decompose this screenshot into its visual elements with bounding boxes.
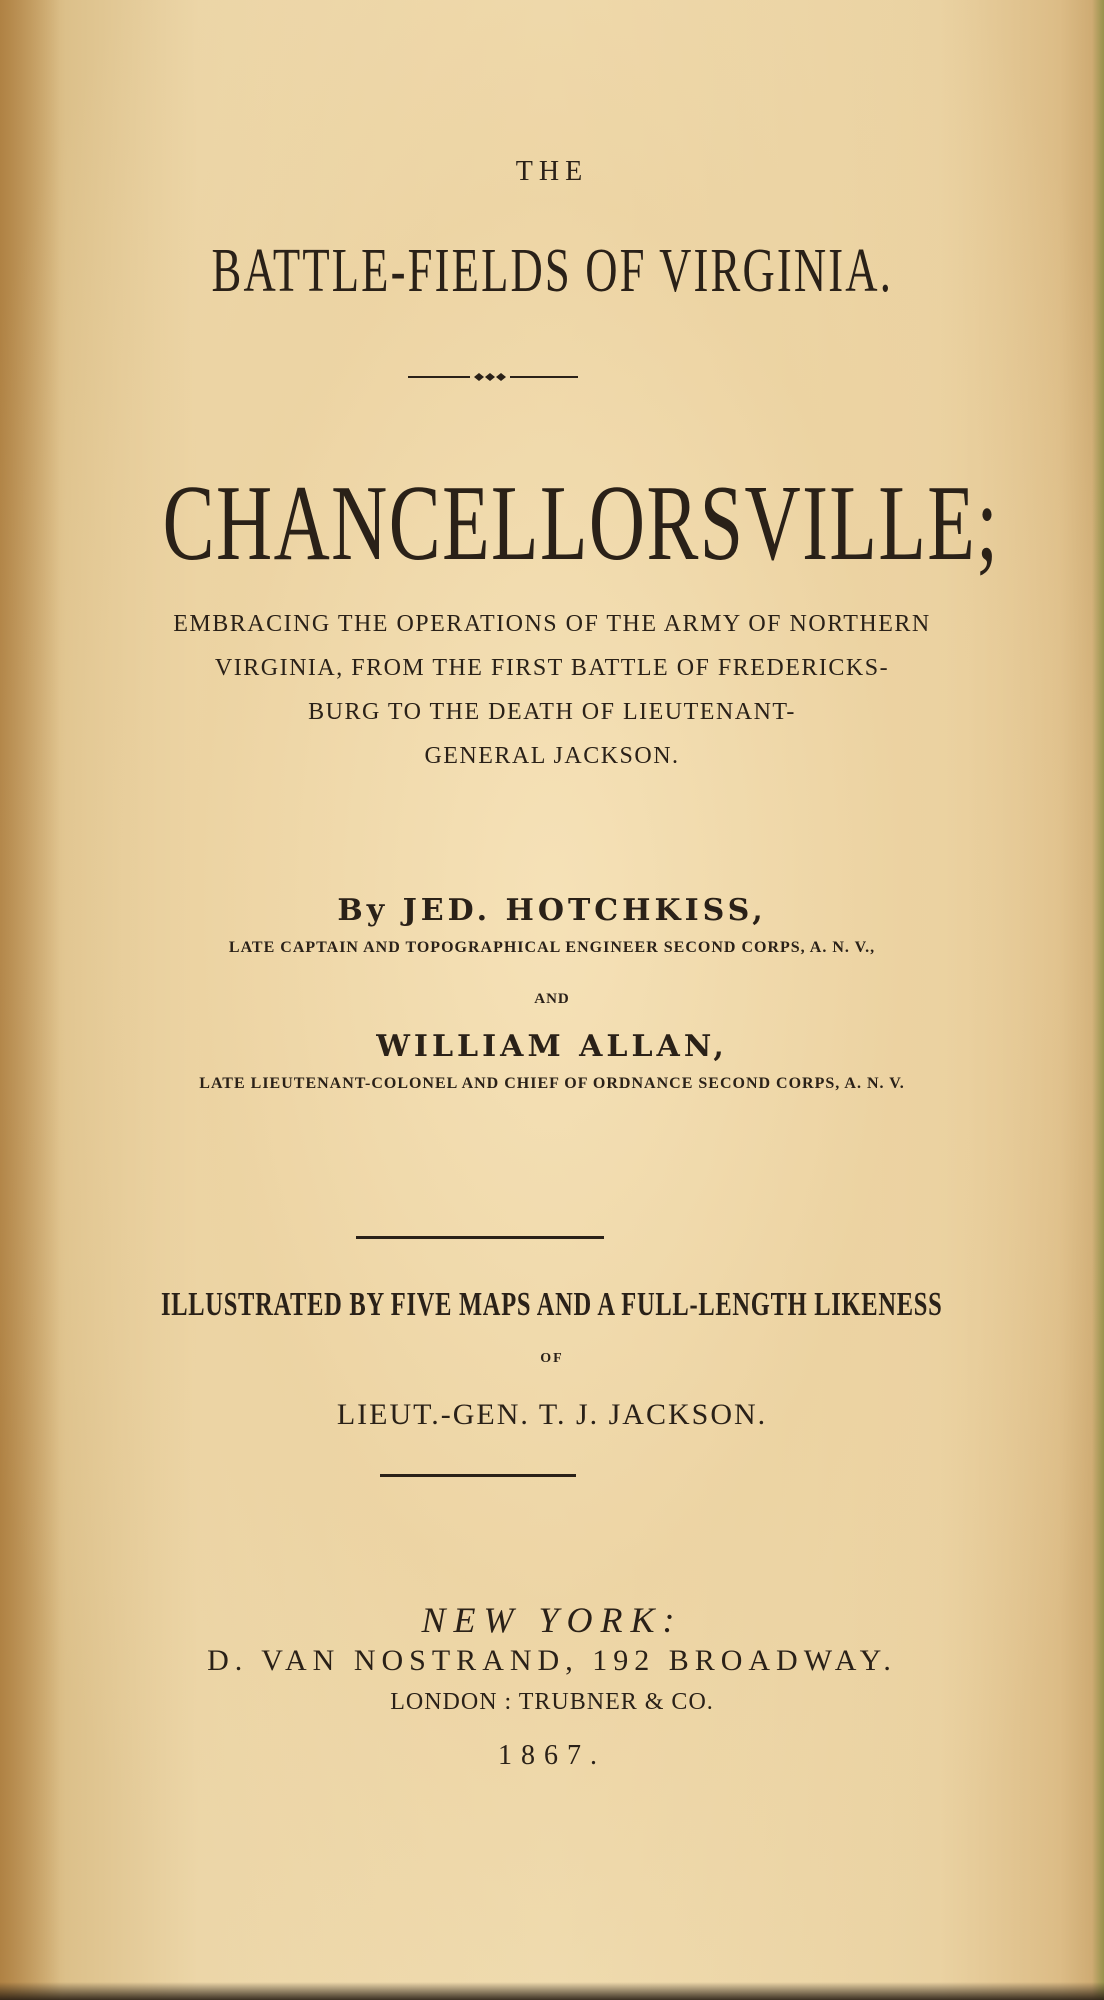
- subtitle-line-1: EMBRACING THE OPERATIONS OF THE ARMY OF NORTHERN: [173, 611, 931, 637]
- author-allan: WILLIAM ALLAN,: [376, 1029, 728, 1064]
- title-the-text: THE: [515, 156, 589, 187]
- series-title-text: BATTLE-FIELDS OF VIRGINIA.: [211, 237, 893, 305]
- author-hotchkiss: By JED. HOTCHKISS,: [337, 893, 767, 928]
- main-title: [0, 464, 1104, 583]
- illustrated-line: [0, 1288, 1104, 1322]
- subtitle-line-3: BURG TO THE DEATH OF LIEUTENANT-: [308, 699, 796, 725]
- illustrated-text: ILLUSTRATED BY FIVE MAPS AND A FULL-LENGTH LIKENESS: [161, 1286, 943, 1323]
- of-connector: OF: [540, 1351, 564, 1366]
- imprint-city: NEW YORK:: [421, 1600, 683, 1640]
- subtitle-line-4: GENERAL JACKSON.: [424, 743, 680, 769]
- subtitle-line-2: VIRGINIA, FROM THE FIRST BATTLE OF FREDERICKS-: [214, 655, 890, 681]
- imprint-london: LONDON : TRUBNER & CO.: [390, 1689, 714, 1715]
- subject-jackson: LIEUT.-GEN. T. J. JACKSON.: [336, 1398, 768, 1431]
- title-the: [0, 158, 1104, 186]
- ornament-divider: [408, 372, 578, 382]
- author-hotchkiss-role: LATE CAPTAIN AND TOPOGRAPHICAL ENGINEER SECOND CORPS, A. N. V.,: [228, 939, 876, 956]
- bottom-shadow: [0, 1982, 1104, 2000]
- series-title: [0, 237, 1104, 305]
- and-connector: AND: [534, 991, 570, 1007]
- author-allan-role: LATE LIEUTENANT-COLONEL AND CHIEF OF ORDNANCE SECOND CORPS, A. N. V.: [199, 1075, 905, 1092]
- rule-lower: [380, 1474, 576, 1477]
- main-title-text: CHANCELLORSVILLE;: [162, 464, 1000, 583]
- imprint-publisher: D. VAN NOSTRAND, 192 BROADWAY.: [207, 1644, 897, 1677]
- rule-upper: [356, 1236, 604, 1239]
- imprint-year: 1867.: [498, 1740, 606, 1771]
